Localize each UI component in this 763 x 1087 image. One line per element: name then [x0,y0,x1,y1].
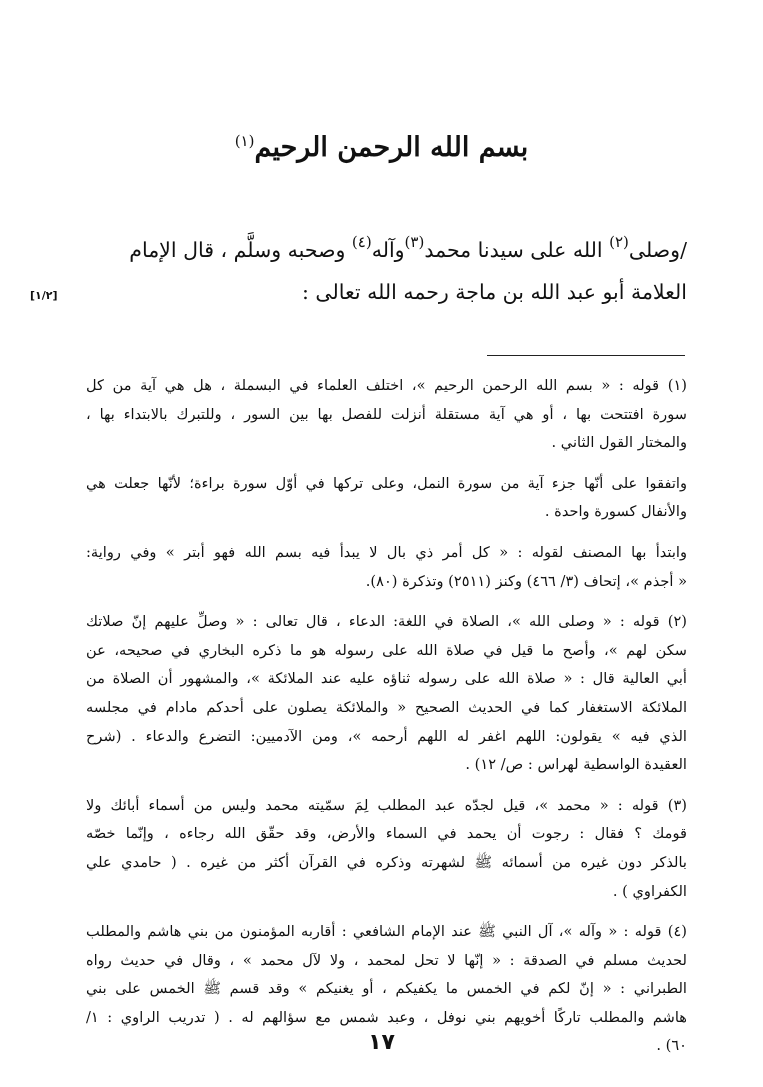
footnote-line: سورة افتتحت بها ، أو هي آية مستقلة أنزلت للفصل بها بين السور ، وللتبرك بالابتداء بها ، [86,405,687,423]
footnote-marker: (٢) [609,233,629,251]
footnotes-section [86,372,687,1073]
main-text-segment: الله على سيدنا محمد [424,238,610,262]
main-text-line [82,229,687,271]
footnote-line: الكفراوي ) . [612,882,687,900]
main-text-segment: /وصلى [628,238,687,262]
main-text-segment: وصحبه وسلَّم ، قال الإمام [129,238,352,262]
footnote-line: واتفقوا على أنّها جزء آية من سورة النمل، وعلى تركها في أوّل سورة براءة؛ لأنّها جعلت هي [86,474,687,492]
footnote-line: الطبراني : « إنّ لكم في الخمس ما يكفيكم ، أو يغنيكم » وقد قسم ﷺ الخمس على بني [86,980,687,998]
page-number: ١٧ [368,1030,395,1055]
footnote-line: الملائكة الاستغفار كما في الحديث الصحيح « والملائكة يصلون على أحدكم مادام في مجلسه [86,698,687,716]
footnote-marker: (٣) [404,233,425,251]
footnote-line: « أجذم »، إتحاف (٣/ ٤٦٦) وكنز (٢٥١١) وتذكرة (٨٠). [365,572,687,590]
heading-text: بسم الله الرحمن الرحيم [254,132,529,163]
footnote-line: قومك ؟ فقال : رجوت أن يحمد في السماء والأرض، وقد حقّق الله رجاءه ، وإنّما خصّه [86,825,687,843]
footnote-separator [487,355,685,356]
footnote-marker: (٤) [351,233,372,251]
basmala-heading [80,128,683,168]
footnote-marker: (١) [234,132,255,150]
footnote-paragraph [86,372,687,458]
footnote-line: سكن لهم »، وأصح ما قيل في صلاة الله على رسوله هو ما ذكره البخاري في صحيحه، عن [86,641,687,659]
footnote-line: (٤) قوله : « وآله »، آل النبي ﷺ عند الإمام الشافعي : أقاربه المؤمنون من بني هاشم والمطلب [86,923,687,941]
manuscript-folio-reference: [١/٢] [30,289,58,302]
footnote-line: بالذكر دون غيره من أسمائه ﷺ لشهرته وذكره في القرآن أكثر من غيره . ( حامدي علي [86,853,687,871]
footnote-line: ٦٠) . [656,1037,687,1055]
footnote-line: الذي فيه » يقولون: اللهم اغفر له اللهم أرحمه »، ومن الآدميين: التضرع والدعاء . (شرح [86,727,687,745]
footnote-line: (٢) قوله : « وصلى الله »، الصلاة في اللغة: الدعاء ، قال تعالى : « وصلِّ عليهم إنّ صلاتك [86,613,687,631]
footnote-paragraph [86,539,687,596]
footnote-line: العقيدة الواسطية لهراس : ص/ ١٢) . [465,756,687,774]
footnote-line: والمختار القول الثاني . [551,434,687,452]
footnote-line: (١) قوله : « بسم الله الرحمن الرحيم »، اختلف العلماء في البسملة ، هل هي آية من كل [86,377,687,394]
footnote-paragraph [86,470,687,527]
footnote-line: هاشم والمطلب تاركًا أخويهم بني نوفل ، وعبد شمس مع سؤالهم له . ( تدريب الراوي : ١/ [86,1008,687,1026]
footnote-line: لحديث مسلم في الصدقة : « إنّها لا تحل لمحمد ، ولا لآل محمد » ، وقال في حديث رواه [86,951,687,969]
footnote-line: (٣) قوله : « محمد »، قيل لجدّه عبد المطلب لِمَ سمّيته محمد وليس من أسماء أبائك ولا [86,796,687,814]
footnote-line: وابتدأ بها المصنف لقوله : « كل أمر ذي بال لا يبدأ فيه بسم الله فهو أبتر » وفي رواية: [86,543,687,561]
footnote-paragraph [86,608,687,780]
footnote-line: والأنفال كسورة واحدة . [544,503,687,521]
main-text [82,229,687,313]
main-text-line: العلامة أبو عبد الله بن ماجة رحمه الله تعالى : [302,280,687,304]
footnote-paragraph [86,792,687,906]
footnote-line: أبي العالية قال : « صلاة الله على رسوله ثناؤه عليه عند الملائكة »، والمشهور أن الصلاة من [86,670,687,688]
main-text-segment: وآله [371,238,405,262]
